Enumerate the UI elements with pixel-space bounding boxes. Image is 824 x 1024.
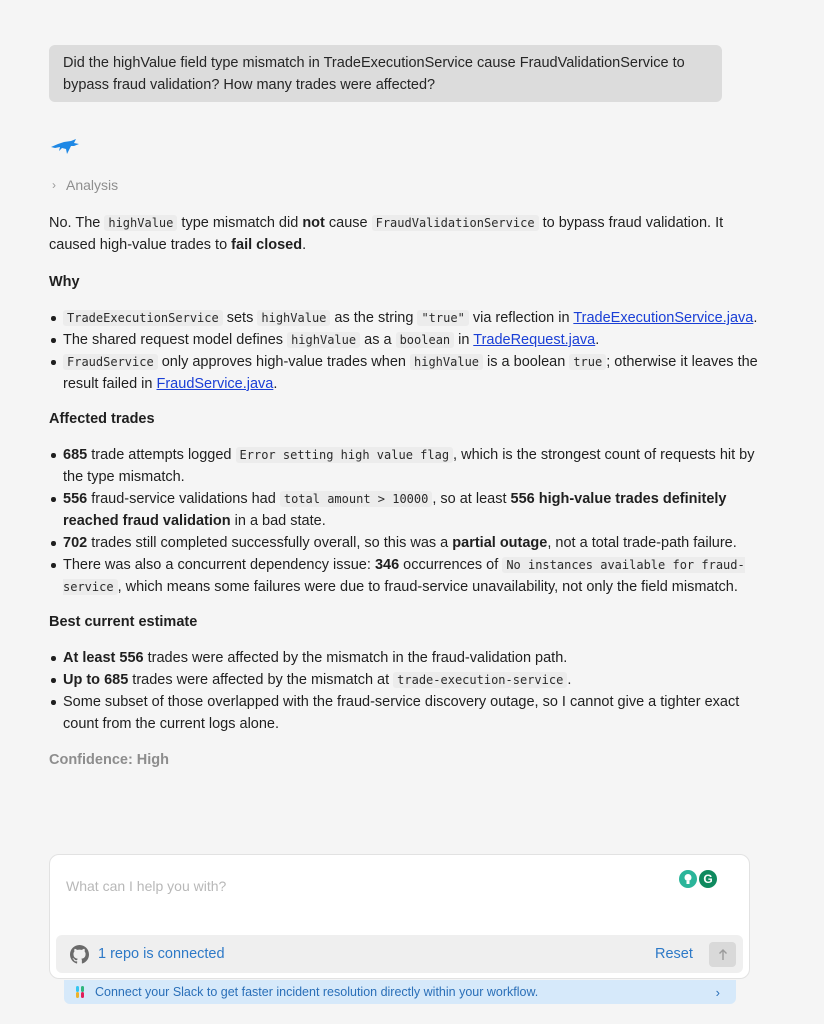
repo-connected-link[interactable]: 1 repo is connected bbox=[98, 946, 225, 962]
inline-code: highValue bbox=[104, 215, 177, 231]
slack-connect-banner[interactable] bbox=[64, 980, 736, 1004]
github-icon bbox=[70, 945, 89, 964]
list-item: FraudService only approves high-value trades when highValue is a boolean true ; otherwise it leaves the result failed in FraudService.java. bbox=[63, 351, 759, 395]
chat-composer bbox=[49, 854, 750, 979]
grammarly-icon[interactable]: G bbox=[699, 870, 717, 888]
file-link-tradeexecutionservice[interactable]: TradeExecutionService.java bbox=[573, 310, 754, 326]
chat-input[interactable] bbox=[64, 877, 648, 895]
analysis-toggle[interactable] bbox=[52, 177, 118, 193]
file-link-fraudservice[interactable]: FraudService.java bbox=[156, 376, 274, 392]
list-item: Some subset of those overlapped with the fraud-service discovery outage, so I cannot give a tighter exact count from the current logs alone. bbox=[63, 691, 759, 735]
list-item: 702 trades still completed successfully overall, so this was a partial outage, not a total trade-path failure. bbox=[63, 532, 759, 554]
list-item: 685 trade attempts logged Error setting high value flag , which is the strongest count of requests hit by the type mismatch. bbox=[63, 444, 759, 488]
affected-list bbox=[49, 444, 759, 598]
file-link-traderequest[interactable]: TradeRequest.java bbox=[473, 332, 596, 348]
chevron-right-icon: › bbox=[52, 178, 56, 192]
slack-icon bbox=[74, 986, 86, 998]
analysis-label: Analysis bbox=[66, 177, 119, 193]
list-item: TradeExecutionService sets highValue as the string "true" via reflection in TradeExecutionService.java. bbox=[63, 307, 759, 329]
extension-icons bbox=[679, 870, 717, 888]
send-button[interactable] bbox=[709, 942, 736, 967]
question-text: Did the highValue field type mismatch in TradeExecutionService cause FraudValidationService to bypass fraud validation? How many trades were affected? bbox=[63, 55, 685, 93]
arrow-up-icon bbox=[718, 949, 728, 961]
user-question-bubble bbox=[49, 45, 722, 102]
assistant-answer bbox=[49, 212, 759, 771]
affected-trades-heading: Affected trades bbox=[49, 411, 155, 427]
why-heading: Why bbox=[49, 274, 80, 290]
why-list bbox=[49, 307, 759, 395]
assistant-logo-icon bbox=[50, 138, 80, 156]
answer-intro: No. The highValue type mismatch did not cause FraudValidationService to bypass fraud validation. It caused high-value trades to fail closed. bbox=[49, 215, 724, 253]
confidence-heading: Confidence: High bbox=[49, 752, 170, 768]
list-item: There was also a concurrent dependency issue: 346 occurrences of No instances available for fraud-service , which means some failures were due to fraud-service unavailability, not only the field mismatch. bbox=[63, 554, 759, 598]
previous-message-fade bbox=[64, 0, 364, 8]
list-item: The shared request model defines highValue as a boolean in TradeRequest.java. bbox=[63, 329, 759, 351]
composer-toolbar bbox=[56, 935, 743, 973]
best-estimate-heading: Best current estimate bbox=[49, 614, 198, 630]
reset-button[interactable]: Reset bbox=[655, 946, 693, 962]
estimate-list bbox=[49, 647, 759, 735]
lightbulb-extension-icon[interactable] bbox=[679, 870, 697, 888]
list-item: 556 fraud-service validations had total amount > 10000 , so at least 556 high-value trades definitely reached fraud validation in a bad state. bbox=[63, 488, 759, 532]
list-item: Up to 685 trades were affected by the mismatch at trade-execution-service . bbox=[63, 669, 759, 691]
slack-banner-text: Connect your Slack to get faster incident resolution directly within your workflow. bbox=[95, 985, 539, 999]
list-item: At least 556 trades were affected by the mismatch in the fraud-validation path. bbox=[63, 647, 759, 669]
chevron-right-icon: › bbox=[715, 984, 720, 1000]
inline-code: FraudValidationService bbox=[372, 215, 539, 231]
